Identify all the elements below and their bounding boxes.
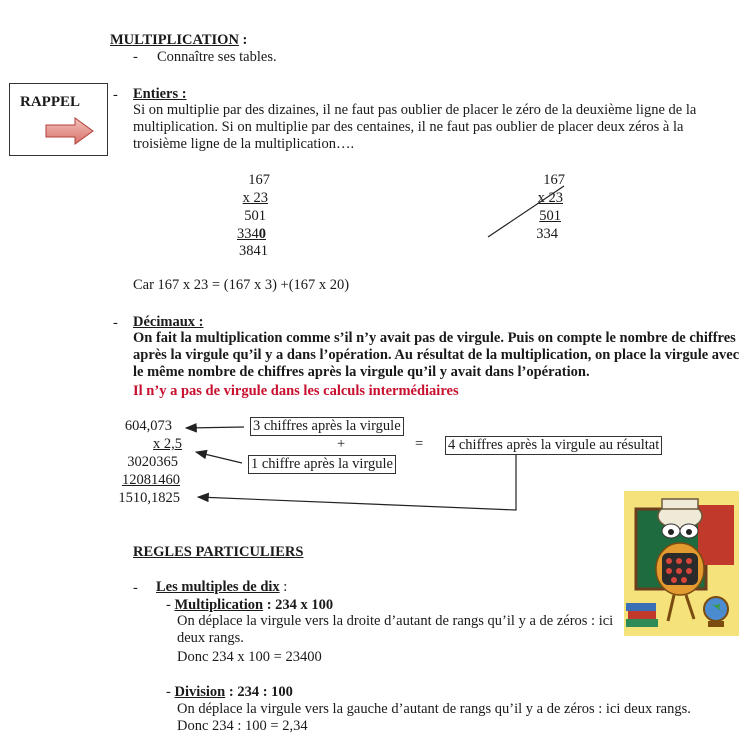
calc-line: x 23 [242,190,268,206]
mult-text: On déplace la virgule vers la droite d’autant de rangs qu’il y a de zéros : ici deux rangs. [177,613,614,646]
calc-line: 501 [539,208,561,224]
because-line: Car 167 x 23 = (167 x 3) +(167 x 20) [133,277,350,293]
owl-teacher-illustration [624,491,739,636]
mult-heading: - Multiplication : 234 x 100 [166,597,334,613]
calc-line: 604,073 [124,418,172,434]
div-text: On déplace la virgule vers la gauche d’autant de rangs qu’il y a de zéros : ici deux rangs. [177,701,691,717]
div-heading: - Division : 234 : 100 [166,684,293,700]
regles-heading: REGLES PARTICULIERS [133,544,304,560]
decimaux-bullet: - [113,315,118,331]
div-result: Donc 234 : 100 = 2,34 [177,718,308,734]
title-text: MULTIPLICATION [110,32,239,48]
tables-item: - [133,49,138,65]
box-one-digit: 1 chiffre après la virgule [248,455,396,474]
multiples-label: Les multiples de dix [156,579,280,595]
title-suffix: : [238,32,248,48]
box-three-digits: 3 chiffres après la virgule [250,417,404,436]
entiers-text: Si on multiplie par des dizaines, il ne faut pas oublier de placer le zéro de la deuxième ligne de la multiplication. Si on multiplie par des centaines, il ne faut pas oublier de placer deux zéros à la troisième ligne de la multiplication…. [133,102,697,152]
partial-digits: 334 [237,226,259,242]
calc-line: 167 [543,172,565,188]
calc-line: x 2,5 [153,436,182,452]
tables-item-text: Connaître ses tables. [157,49,277,65]
div-label: Division [174,684,226,700]
decimaux-red-note: Il n’y a pas de virgule dans les calculs intermédiaires [133,383,459,399]
entiers-bullet: - [113,87,118,103]
multiples-heading [156,579,287,596]
placeholder-zero: 0 [258,226,266,242]
div-rest: : 234 : 100 [225,684,293,700]
calc-line: 3020365 [127,454,178,470]
calc-line: 1510,1825 [118,490,180,506]
multiples-suffix: : [279,579,288,595]
mult-label: Multiplication [174,597,264,613]
calc-line: 167 [248,172,270,188]
calc-line: 501 [244,208,266,224]
calc-line: 3841 [239,243,268,259]
mult-rest: : 234 x 100 [263,597,334,613]
mult-result: Donc 234 x 100 = 23400 [177,649,322,665]
equals-sign: = [415,436,424,452]
entiers-heading: Entiers : [133,86,187,102]
plus-sign: + [337,436,346,452]
calc-line: 334 [536,226,558,242]
rappel-label: RAPPEL [20,94,80,110]
calc-line: x 23 [537,190,563,206]
decimaux-text: On fait la multiplication comme s’il n’y avait pas de virgule. Puis on compte le nombre de chiffres après la virgule qu’il y a dans l’opération. Au résultat de la multiplication, on place la virgule avec le même nombre de chiffres après la virgule qu’il y avait dans l’opération. [133,330,740,380]
multiples-bullet: - [133,580,138,596]
box-result-digits: 4 chiffres après la virgule au résultat [445,436,662,455]
calc-line: 12081460 [122,472,180,488]
decimaux-heading: Décimaux : [133,314,204,330]
